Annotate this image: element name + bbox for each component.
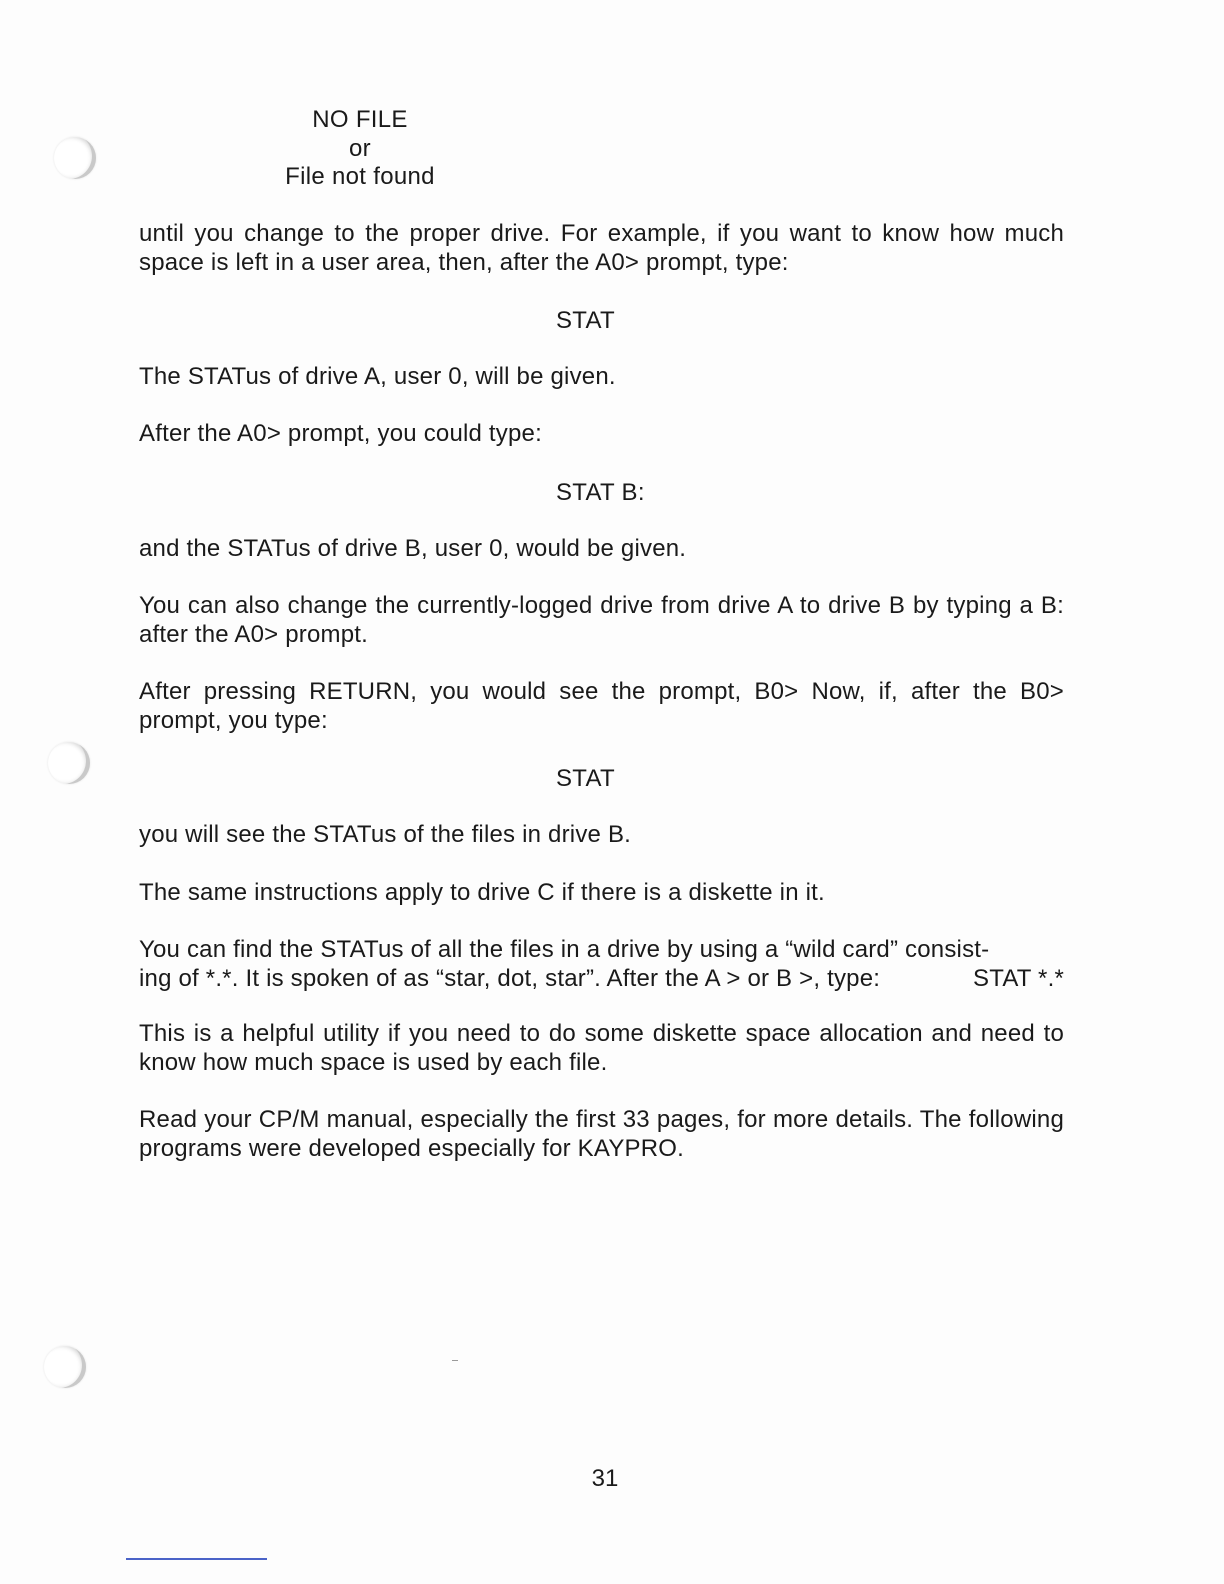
scan-speck [452, 1360, 458, 1361]
wild-card-command: STAT *.* [973, 964, 1064, 992]
wild-card-line-2 [139, 965, 1064, 994]
binder-hole-bottom [44, 1346, 86, 1388]
scan-edge-line [126, 1558, 267, 1560]
paragraph-cpm-manual: Read your CP/M manual, especially the first 33 pages, for more details. The following programs were developed especially for KAYPRO. [139, 1106, 1064, 1162]
paragraph-drive-c: The same instructions apply to drive C if there is a diskette in it. [139, 879, 825, 906]
command-stat-drive-b: STAT [556, 765, 615, 792]
paragraph-files-drive-b: you will see the STATus of the files in drive B. [139, 821, 632, 848]
error-message-or: or [349, 135, 371, 162]
paragraph-status-drive-b: and the STATus of drive B, user 0, would be given. [139, 535, 687, 562]
wild-card-line-1: You can find the STATus of all the files in a drive by using a “wild card” consist- [139, 936, 990, 963]
error-message-no-file: NO FILE [312, 106, 408, 133]
binder-hole-middle [48, 742, 90, 784]
command-stat: STAT [556, 307, 615, 334]
paragraph-change-drive: You can also change the currently-logged drive from drive A to drive B by typing a B: after the A0> prompt. [139, 592, 1064, 648]
paragraph-proper-drive: until you change to the proper drive. For example, if you want to know how much space is left in a user area, then, after the A0> prompt, type: [139, 220, 1064, 276]
paragraph-wild-card [139, 936, 1064, 993]
page-number: 31 [591, 1465, 619, 1492]
paragraph-after-prompt: After the A0> prompt, you could type: [139, 420, 542, 447]
command-stat-b: STAT B: [556, 479, 645, 506]
binder-hole-top [54, 137, 96, 179]
wild-card-line-2-text: ing of *.*. It is spoken of as “star, dot, star”. After the A > or B >, type: [139, 964, 881, 992]
paragraph-status-drive-a: The STATus of drive A, user 0, will be given. [139, 363, 616, 390]
paragraph-after-return: After pressing RETURN, you would see the prompt, B0> Now, if, after the B0> prompt, you type: [139, 678, 1064, 734]
paragraph-helpful-utility: This is a helpful utility if you need to do some diskette space allocation and need to know how much space is used by each file. [139, 1020, 1064, 1076]
error-message-file-not-found: File not found [285, 163, 435, 190]
